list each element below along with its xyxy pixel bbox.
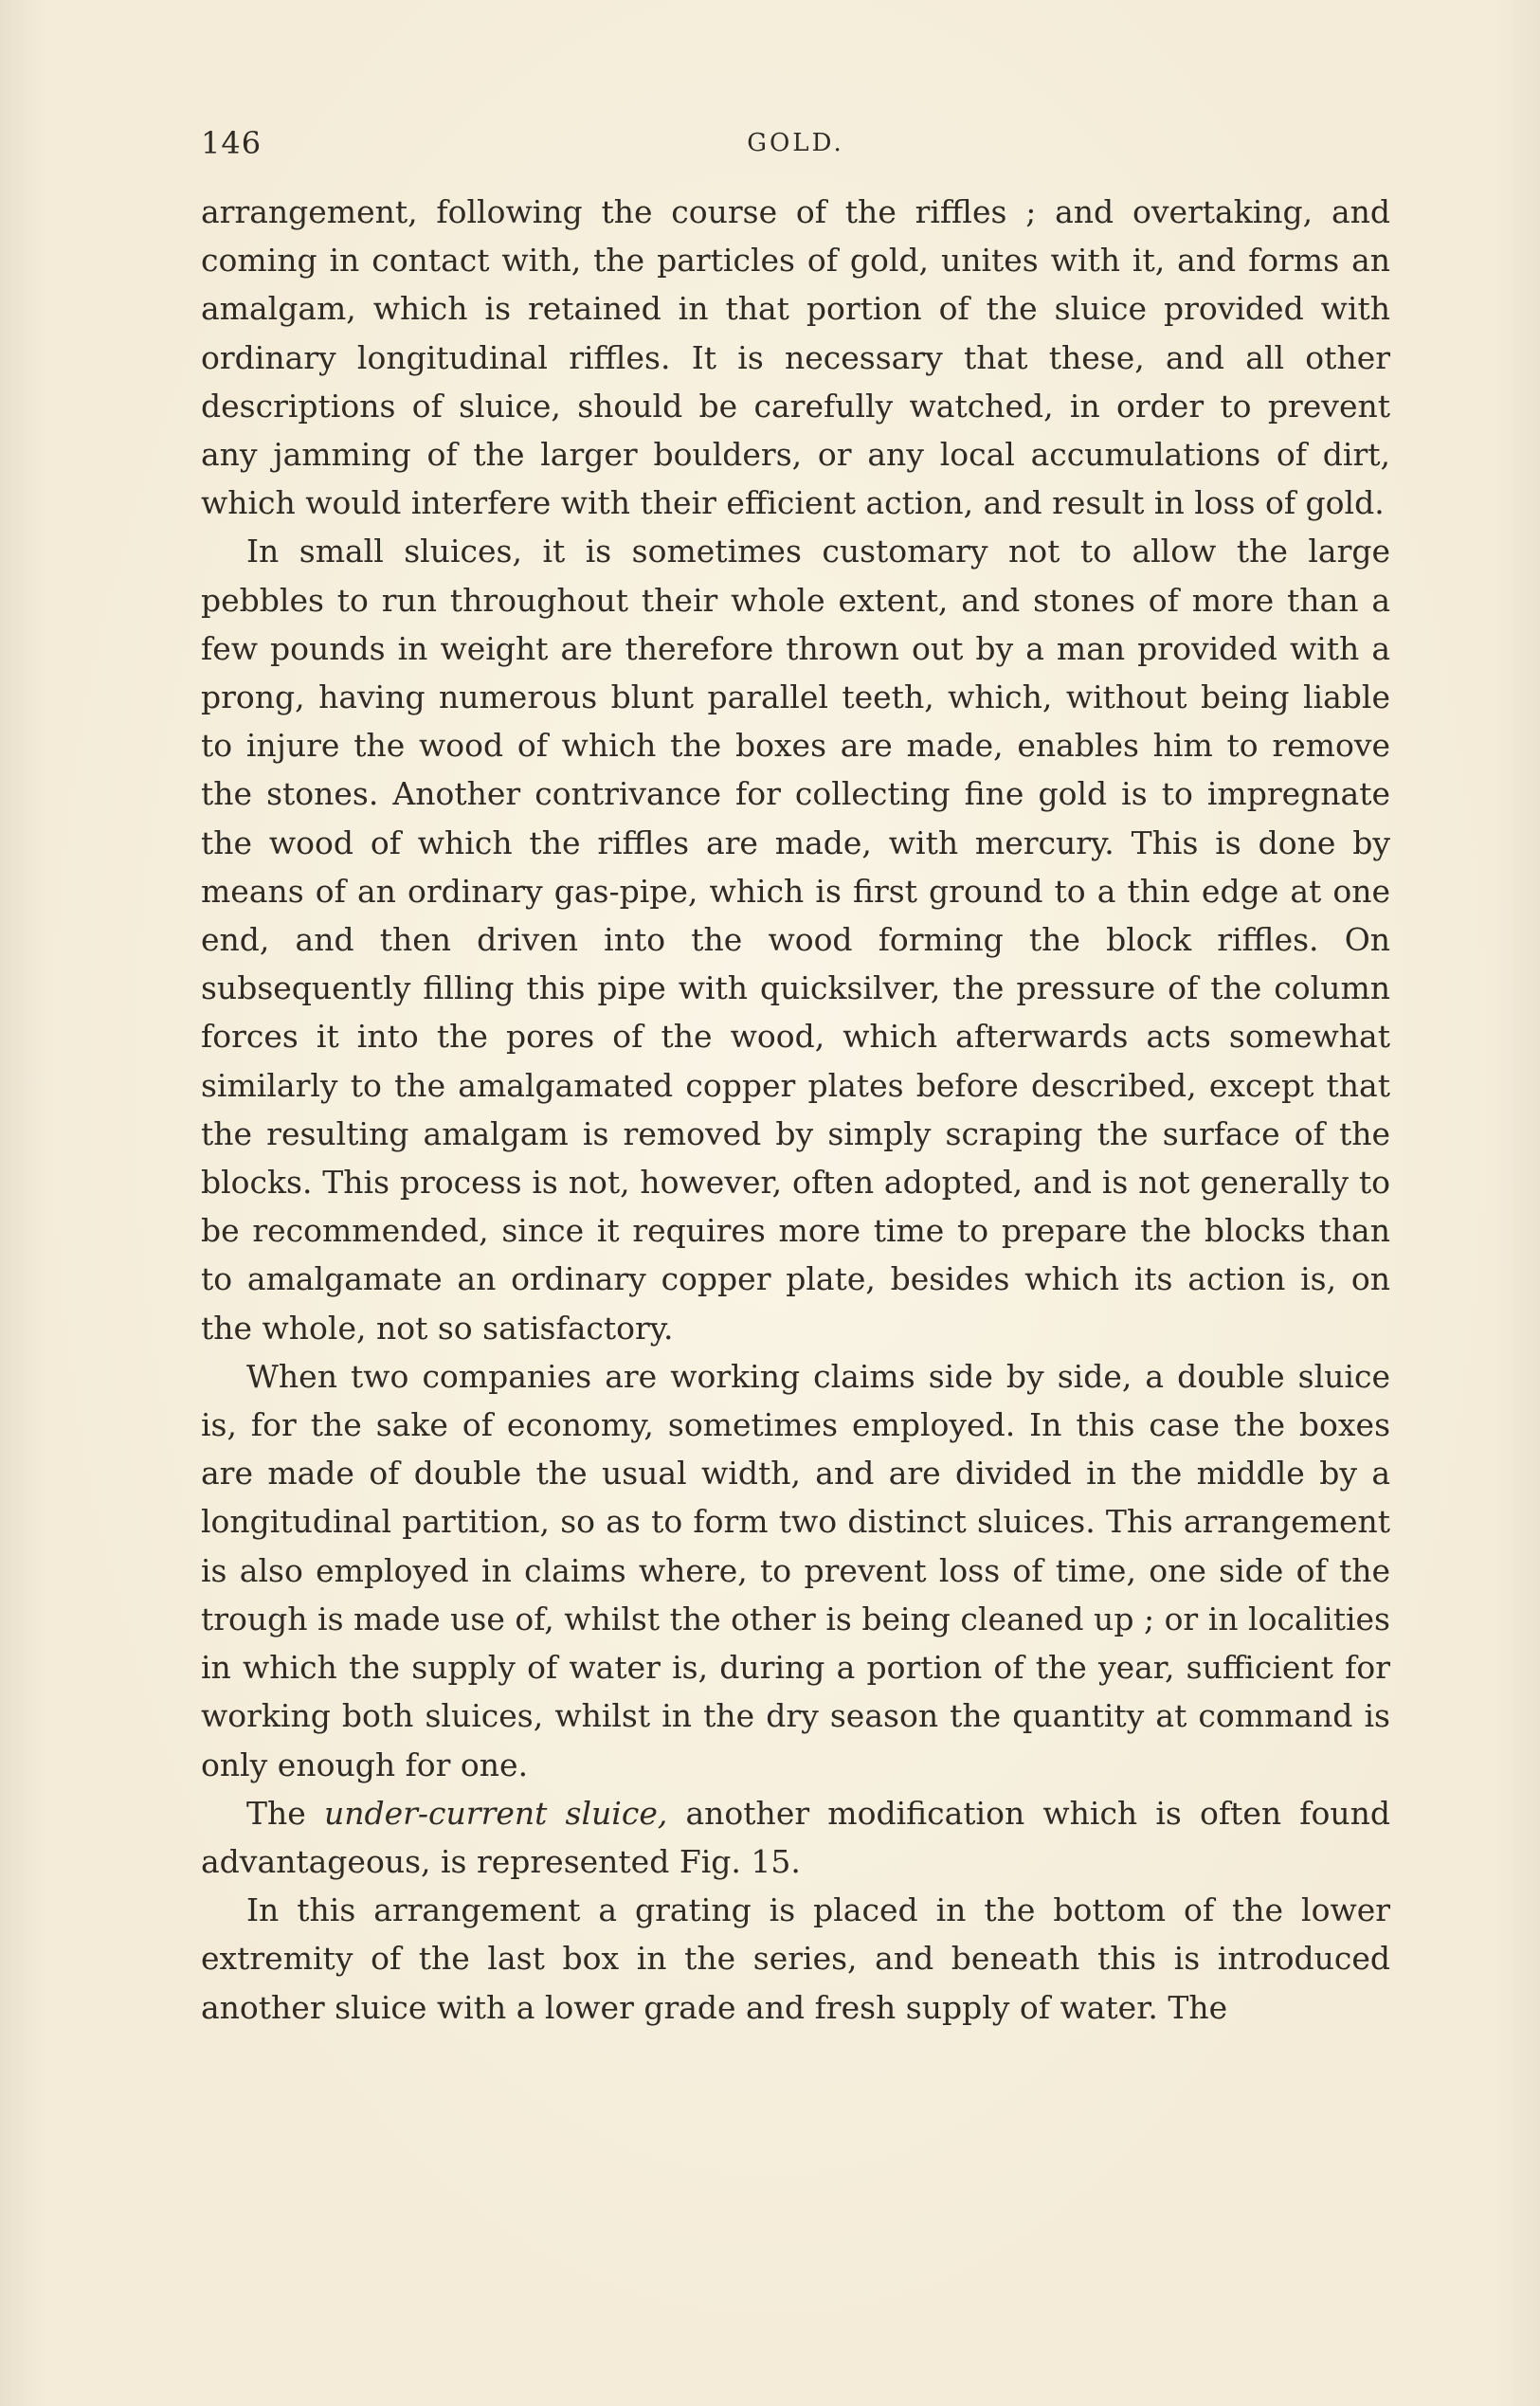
paragraph-text: another modification which is often found advantageous, is represented Fig. 15. [201,1794,1390,1880]
page-header [201,125,1390,167]
italic-term: under-current sluice, [323,1794,668,1832]
paragraph: arrangement, following the course of the riffles ; and overtaking, and coming in contact with, the particles of gold, unites with it, and forms an amalgam, which is retained in that portion of the sluice provided with ordinary longitudinal riffles. It is necessary that these, and all other descriptions of sluice, should be carefully watched, in order to prevent any jamming of the larger boulders, or any local accumulations of dirt, which would interfere with their efficient action, and result in loss of gold. [201,193,1390,522]
page-number: 146 [201,125,263,161]
paragraph: In this arrangement a grating is placed in the bottom of the lower extremity of the last box in the series, and beneath this is introduced another sluice with a lower grade and fresh supply of water. The [201,1891,1390,2026]
paragraph: In small sluices, it is sometimes customary not to allow the large pebbles to run throughout their whole extent, and stones of more than a few pounds in weight are therefore thrown out by a man provided with a prong, having numerous blunt parallel teeth, which, without being liable to injure the wood of which the boxes are made, enables him to remove the stones. Another contrivance for collecting fine gold is to impregnate the wood of which the riffles are made, with mercury. This is done by means of an ordinary gas-pipe, which is first ground to a thin edge at one end, and then driven into the wood forming the block riffles. On subsequently filling this pipe with quicksilver, the pressure of the column forces it into the pores of the wood, which afterwards acts somewhat similarly to the amalgamated copper plates before described, except that the resulting amalgam is removed by simply scraping the surface of the blocks. This process is not, however, often adopted, and is not generally to be recommended, since it requires more time to prepare the blocks than to amalgamate an ordinary copper plate, besides which its action is, on the whole, not so satisfactory. [201,533,1390,1347]
paragraph [201,1789,1390,1886]
running-head: GOLD. [747,129,844,157]
paragraph: When two companies are working claims side by side, a double sluice is, for the sake of economy, sometimes employed. In this case the boxes are made of double the usual width, and are divided in the middle by a longitudinal partition, so as to form two distinct sluices. This arrangement is also employed in claims where, to prevent loss of time, one side of the trough is made use of, whilst the other is being cleaned up ; or in localities in which the supply of water is, during a portion of the year, sufficient for working both sluices, whilst in the dry season the quantity at command is only enough for one. [201,1357,1390,1783]
paragraph-text: The [246,1794,324,1832]
body-text [201,188,1390,2032]
